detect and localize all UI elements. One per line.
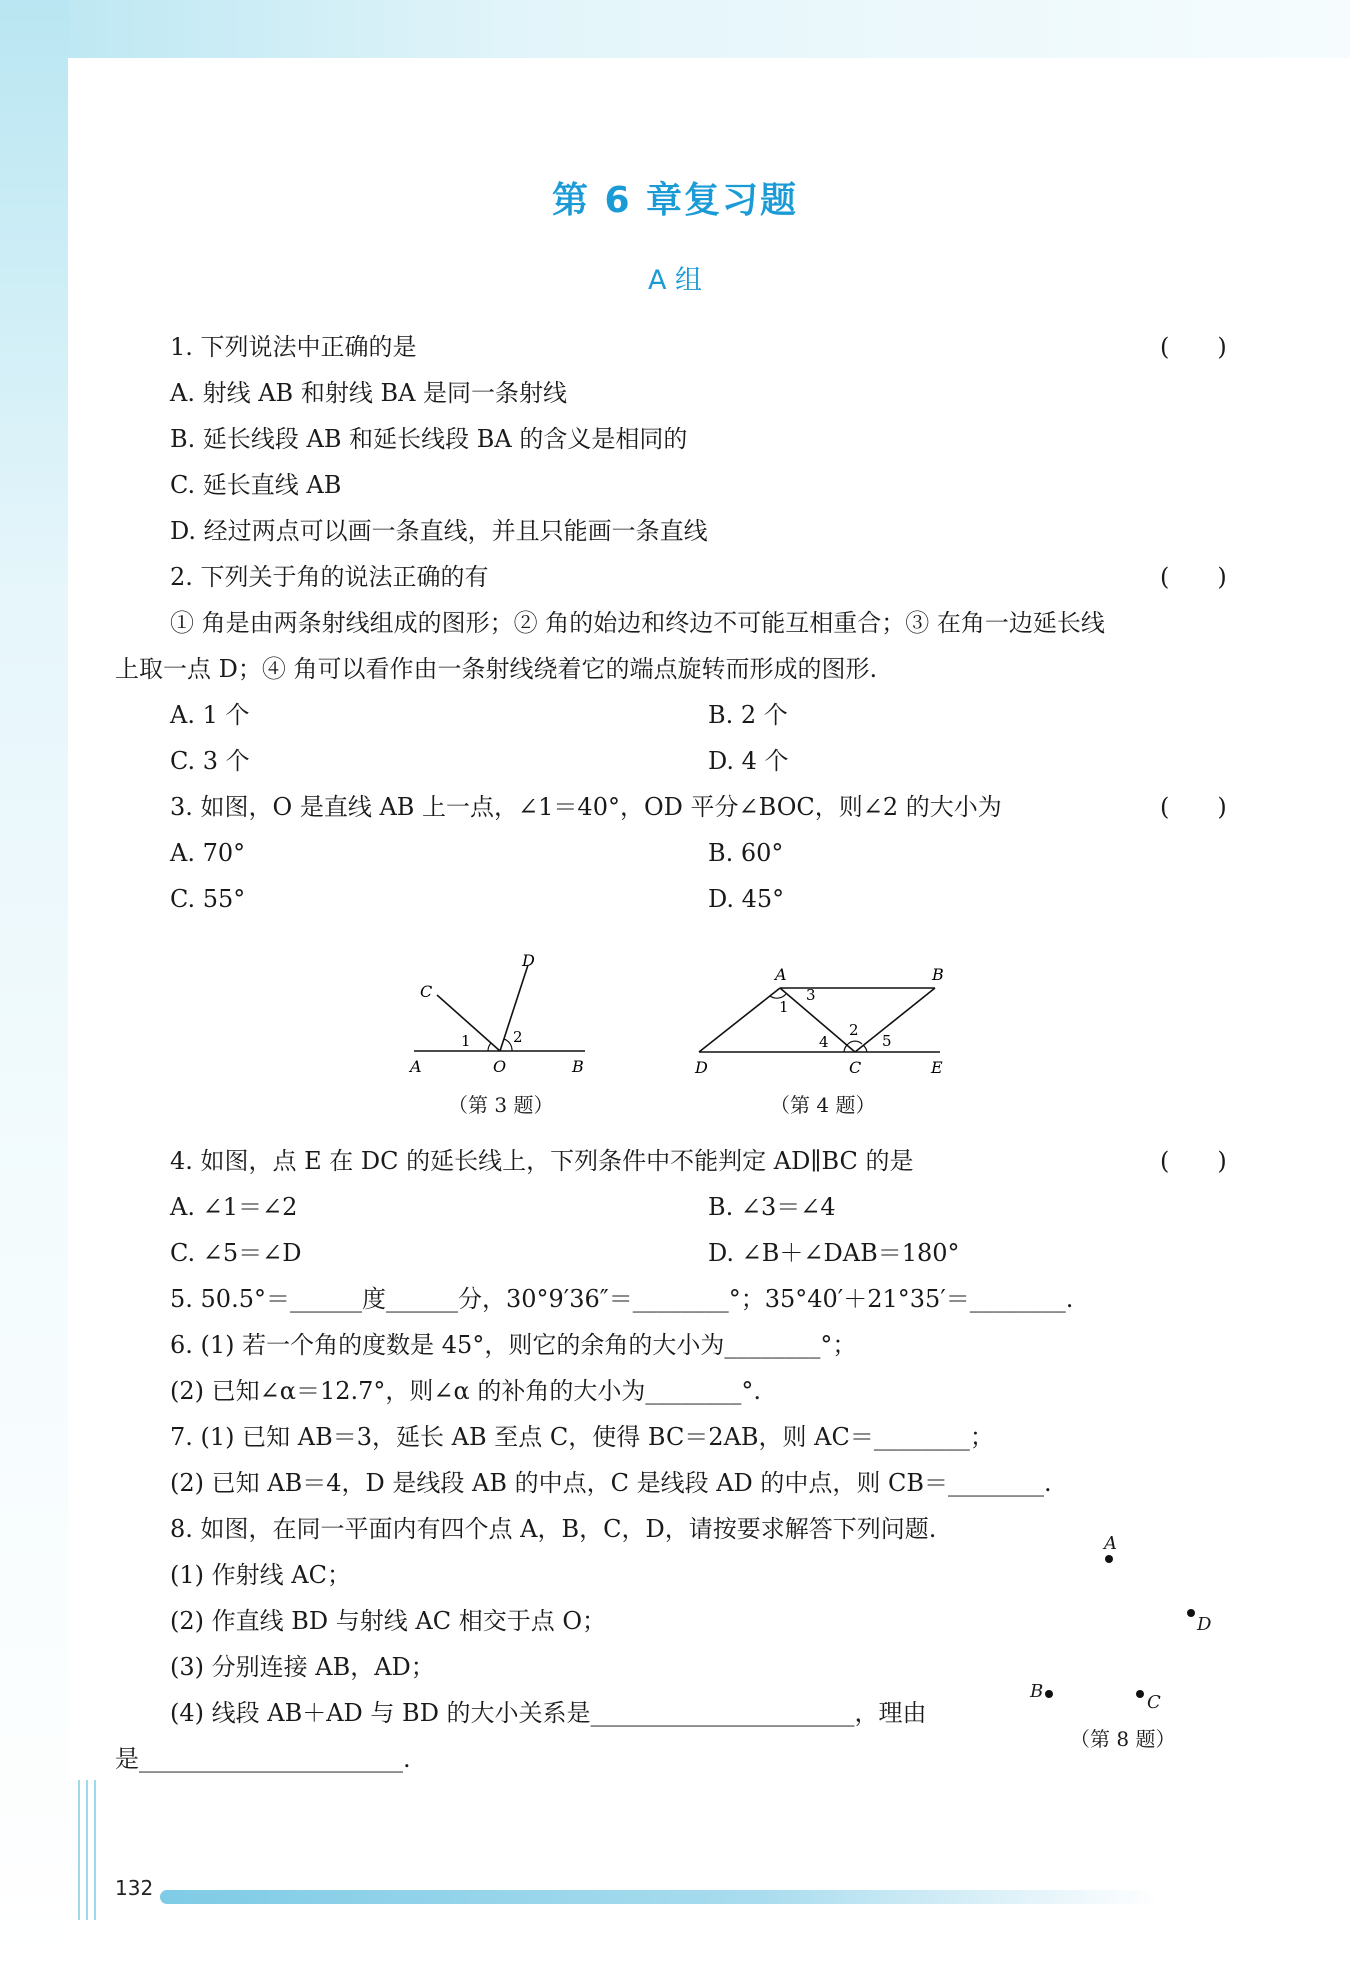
fig4-line-ac (780, 988, 855, 1052)
q1-option-a: A. 射线 AB 和射线 BA 是同一条射线 (170, 379, 568, 407)
q8-part2: (2) 作直线 BD 与射线 AC 相交于点 O； (170, 1607, 607, 1635)
q2-text-line1: ① 角是由两条射线组成的图形；② 角的始边和终边不可能互相重合；③ 在角一边延长线 (170, 609, 1105, 637)
q2-option-d: D. 4 个 (708, 747, 789, 775)
q4-option-a: A. ∠1＝∠2 (170, 1193, 298, 1221)
fig3-angle1-arc (488, 1043, 491, 1051)
fig8-point-a (1105, 1555, 1113, 1563)
q2-option-b: B. 2 个 (708, 701, 788, 729)
q4-option-d: D. ∠B＋∠DAB＝180° (708, 1239, 960, 1267)
q7-part2: (2) 已知 AB＝4，D 是线段 AB 的中点，C 是线段 AD 的中点，则 CB＝________. (170, 1469, 1052, 1497)
q5-text: 5. 50.5°＝______度______分，30°9′36″＝________°；35°40′＋21°35′＝________. (170, 1285, 1074, 1313)
fig4-angle2-arc (848, 1041, 862, 1044)
figure-4-caption: （第 4 题） (770, 1093, 876, 1117)
q8-part4: (4) 线段 AB＋AD 与 BD 的大小关系是______________________，理由 (170, 1699, 927, 1727)
q8-part1: (1) 作射线 AC； (170, 1561, 351, 1589)
q8-continuation: 是______________________. (115, 1745, 411, 1773)
chapter-title: 第 6 章复习题 (551, 180, 799, 221)
q3-option-b: B. 60° (708, 839, 784, 867)
q4-option-c: C. ∠5＝∠D (170, 1239, 302, 1267)
fig8-label-b: B (1030, 1681, 1044, 1702)
fig4-label-1: 1 (779, 998, 789, 1016)
fig3-label-a: A (410, 1057, 422, 1076)
q8-stem: 8. 如图，在同一平面内有四个点 A，B，C，D，请按要求解答下列问题. (170, 1515, 937, 1543)
q1-stem: 1. 下列说法中正确的是 (170, 333, 417, 361)
figure-3 (400, 950, 600, 1080)
q7-part1: 7. (1) 已知 AB＝3，延长 AB 至点 C，使得 BC＝2AB，则 AC＝________； (170, 1423, 994, 1451)
fig4-label-d: D (695, 1058, 708, 1077)
fig4-line-ad (699, 988, 780, 1052)
fig4-line-bc (855, 988, 935, 1052)
q3-stem: 3. 如图，O 是直线 AB 上一点，∠1＝40°，OD 平分∠BOC，则∠2 的大小为 (170, 793, 1002, 821)
fig3-label-1: 1 (461, 1032, 471, 1050)
fig8-label-d: D (1197, 1614, 1212, 1635)
footer-decor-bar (160, 1890, 1160, 1904)
q1-option-c: C. 延长直线 AB (170, 471, 342, 499)
fig4-label-2: 2 (849, 1021, 859, 1039)
fig4-label-e: E (931, 1058, 943, 1077)
page-number: 132 (115, 1876, 154, 1900)
fig8-point-b (1045, 1690, 1053, 1698)
q6-part1: 6. (1) 若一个角的度数是 45°，则它的余角的大小为________°； (170, 1331, 857, 1359)
fig4-label-c: C (849, 1058, 862, 1077)
q1-option-d: D. 经过两点可以画一条直线，并且只能画一条直线 (170, 517, 708, 545)
q1-answer-paren: ( ) (1160, 333, 1227, 361)
fig4-angle5-arc (863, 1045, 867, 1052)
q3-option-d: D. 45° (708, 885, 785, 913)
fig8-point-d (1187, 1609, 1195, 1617)
q4-stem: 4. 如图，点 E 在 DC 的延长线上，下列条件中不能判定 AD∥BC 的是 (170, 1147, 914, 1175)
q2-stem: 2. 下列关于角的说法正确的有 (170, 563, 489, 591)
figure-3-caption: （第 3 题） (448, 1093, 554, 1117)
fig8-label-a: A (1104, 1533, 1117, 1554)
q3-answer-paren: ( ) (1160, 793, 1227, 821)
q3-option-a: A. 70° (170, 839, 246, 867)
fig3-label-2: 2 (513, 1028, 523, 1046)
fig4-label-3: 3 (806, 986, 816, 1004)
fig3-label-d: D (522, 951, 535, 970)
fig4-label-a: A (775, 965, 787, 984)
q4-option-b: B. ∠3＝∠4 (708, 1193, 836, 1221)
fig4-label-4: 4 (819, 1033, 829, 1051)
fig8-label-c: C (1147, 1692, 1161, 1713)
fig3-label-o: O (493, 1057, 507, 1076)
fig8-point-c (1136, 1690, 1144, 1698)
figure-8-caption: （第 8 题） (1070, 1727, 1176, 1751)
figure-4 (690, 960, 960, 1080)
fig4-label-5: 5 (882, 1032, 892, 1050)
q2-answer-paren: ( ) (1160, 563, 1227, 591)
fig3-label-b: B (572, 1057, 584, 1076)
margin-decor-lines (78, 1780, 108, 1920)
q3-option-c: C. 55° (170, 885, 246, 913)
q4-answer-paren: ( ) (1160, 1147, 1227, 1175)
q2-text-line2: 上取一点 D；④ 角可以看作由一条射线绕着它的端点旋转而形成的图形. (115, 655, 878, 683)
group-title: A 组 (647, 265, 703, 296)
fig3-angle2-arc (504, 1039, 512, 1051)
q2-option-c: C. 3 个 (170, 747, 250, 775)
q1-option-b: B. 延长线段 AB 和延长线段 BA 的含义是相同的 (170, 425, 688, 453)
q6-part2: (2) 已知∠α＝12.7°，则∠α 的补角的大小为________°. (170, 1377, 761, 1405)
q8-part3: (3) 分别连接 AB，AD； (170, 1653, 435, 1681)
fig3-label-c: C (420, 982, 433, 1001)
fig4-label-b: B (932, 965, 944, 984)
q2-option-a: A. 1 个 (170, 701, 250, 729)
